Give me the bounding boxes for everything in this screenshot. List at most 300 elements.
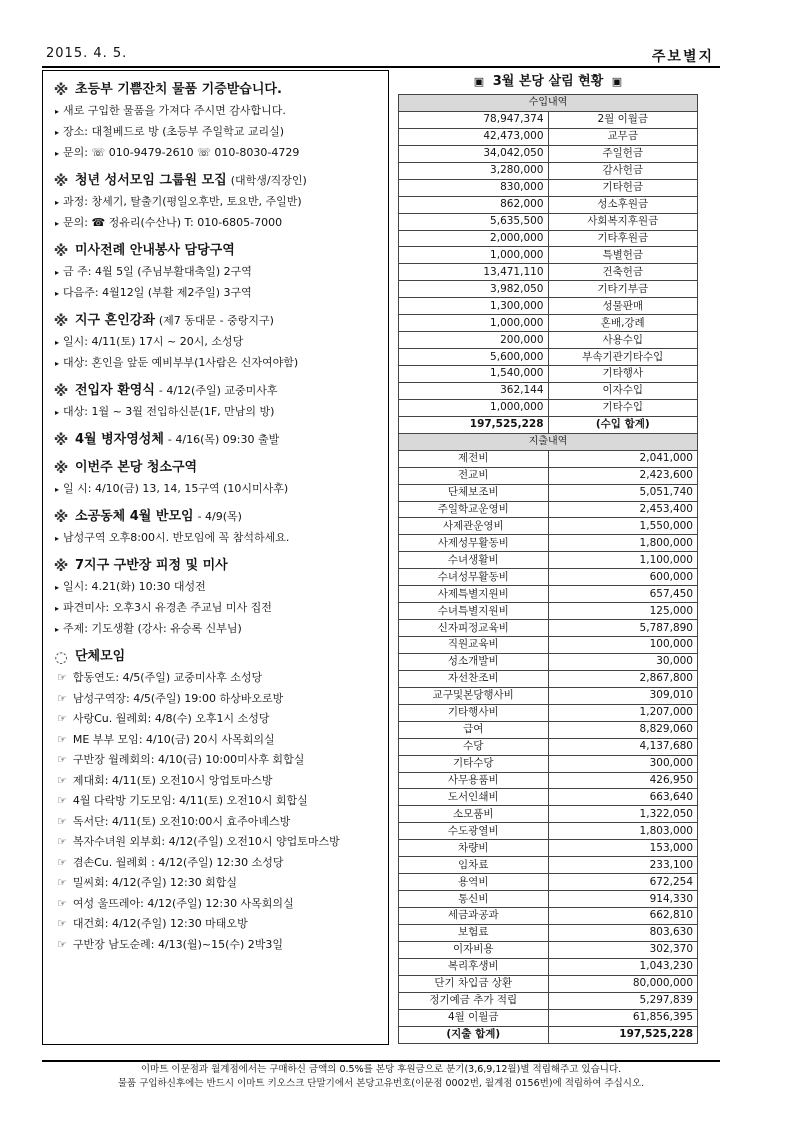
pointing-hand-icon: ☞	[57, 773, 67, 787]
expense-amount: 61,856,395	[548, 1009, 698, 1026]
notice-title: 청년 성서모임 그룹원 모집	[75, 173, 227, 188]
triangle-bullet-icon: ▸	[55, 198, 60, 207]
expense-amount: 1,800,000	[548, 535, 698, 552]
notice-line	[53, 101, 388, 122]
expense-amount: 153,000	[548, 840, 698, 857]
notice-title: 미사전례 안내봉사 담당구역	[75, 243, 235, 258]
pointing-hand-icon: ☞	[57, 855, 67, 869]
group-item	[53, 914, 388, 935]
expense-amount: 5,297,839	[548, 992, 698, 1009]
notice-title: 이번주 본당 청소구역	[75, 460, 198, 475]
income-total-row	[399, 416, 698, 433]
group-item-text: 제대회: 4/11(토) 오전10시 앙업토마스방	[72, 773, 273, 787]
expense-row	[399, 924, 698, 941]
group-item-text: 겸손Cu. 월례회 : 4/12(주일) 12:30 소성당	[72, 855, 284, 869]
expense-amount: 2,867,800	[548, 670, 698, 687]
expense-amount: 80,000,000	[548, 975, 698, 992]
group-item-text: 독서단: 4/11(토) 오전10:00시 효주아녜스방	[72, 814, 291, 828]
notice-title: 7지구 구반장 피정 및 미사	[75, 558, 228, 573]
notice-title-row	[53, 555, 388, 577]
triangle-bullet-icon: ▸	[55, 268, 60, 277]
notice-line	[53, 353, 388, 374]
notice-line-text: 일 시: 4/10(금) 13, 14, 15구역 (10시미사후)	[63, 482, 289, 495]
expense-row	[399, 941, 698, 958]
footer-line-1: 이마트 이문점과 월계점에서는 구매하신 금액의 0.5%를 본당 후원금으로 분기(3,6,9,12월)별 적립해주고 있습니다.	[140, 1064, 622, 1075]
expense-label: 사무용품비	[399, 772, 549, 789]
expense-amount: 672,254	[548, 874, 698, 891]
income-row	[399, 281, 698, 298]
income-label: 기타기부금	[548, 281, 698, 298]
finance-table	[398, 94, 698, 1044]
expense-row	[399, 992, 698, 1009]
triangle-bullet-icon: ▸	[55, 128, 60, 137]
asterisk-mark-icon: ※	[53, 459, 69, 477]
income-label: 성물판매	[548, 298, 698, 315]
expense-amount: 2,041,000	[548, 450, 698, 467]
notice-line	[53, 598, 388, 619]
triangle-bullet-icon: ▸	[55, 604, 60, 613]
expense-amount: 30,000	[548, 653, 698, 670]
finance-panel	[398, 70, 698, 1044]
expense-label: 신자피정교육비	[399, 620, 549, 637]
notice-line	[53, 479, 388, 500]
asterisk-mark-icon: ※	[53, 172, 69, 190]
expense-label: 수녀특별지원비	[399, 603, 549, 620]
notice-subtitle: - 4/9(목)	[197, 510, 242, 523]
income-label: 2월 이월금	[548, 111, 698, 128]
triangle-bullet-icon: ▸	[55, 625, 60, 634]
income-row	[399, 128, 698, 145]
expense-label: 차량비	[399, 840, 549, 857]
income-row	[399, 213, 698, 230]
notice-section	[53, 555, 388, 640]
notice-line-text: 대상: 1월 ~ 3월 전입하신분(1F, 만남의 방)	[63, 405, 275, 418]
expense-amount: 662,810	[548, 908, 698, 925]
group-item-text: 복자수녀원 외부회: 4/12(주일) 오전10시 양업토마스방	[72, 835, 340, 848]
income-label: 사용수입	[548, 332, 698, 349]
income-row	[399, 264, 698, 281]
pointing-hand-icon: ☞	[57, 876, 67, 889]
expense-row	[399, 687, 698, 704]
expense-amount: 309,010	[548, 687, 698, 704]
notice-line	[53, 619, 388, 640]
notice-line	[53, 577, 388, 598]
income-label: 건축헌금	[548, 264, 698, 281]
notice-title-row	[53, 310, 388, 332]
pointing-hand-icon: ☞	[57, 712, 67, 725]
pointing-hand-icon: ☞	[57, 814, 67, 828]
income-amount: 1,000,000	[399, 247, 549, 264]
expense-row	[399, 569, 698, 586]
expense-row	[399, 704, 698, 721]
income-label: 기타수입	[548, 399, 698, 416]
expense-label: 보험료	[399, 924, 549, 941]
expense-amount: 233,100	[548, 857, 698, 874]
income-header-cell: 수입내역	[399, 95, 698, 112]
expense-amount: 803,630	[548, 924, 698, 941]
income-amount: 5,635,500	[399, 213, 549, 230]
expense-label: 전교비	[399, 467, 549, 484]
notice-title: 초등부 기쁨잔치 물품 기증받습니다.	[75, 82, 282, 97]
income-amount: 1,000,000	[399, 315, 549, 332]
expense-label: 기타행사비	[399, 704, 549, 721]
triangle-bullet-icon: ▸	[55, 359, 60, 368]
group-item-text: 밀씨회: 4/12(주일) 12:30 회합실	[72, 876, 238, 889]
triangle-bullet-icon: ▸	[55, 583, 60, 592]
income-label: 이자수입	[548, 382, 698, 399]
income-label: 교무금	[548, 128, 698, 145]
pointing-hand-icon: ☞	[57, 753, 67, 766]
expense-label: 성소개발비	[399, 653, 549, 670]
groups-section	[53, 646, 388, 955]
income-row	[399, 111, 698, 128]
expense-row	[399, 891, 698, 908]
notice-line-text: 문의: ☎ 정유리(수산나) T: 010-6805-7000	[63, 216, 283, 229]
income-row	[399, 382, 698, 399]
expense-row	[399, 1009, 698, 1026]
footer-rule	[42, 1060, 720, 1062]
income-label: 주일헌금	[548, 145, 698, 162]
income-amount: 1,300,000	[399, 298, 549, 315]
asterisk-mark-icon: ※	[53, 382, 69, 400]
expense-amount: 8,829,060	[548, 721, 698, 738]
expense-row	[399, 535, 698, 552]
expense-amount: 1,803,000	[548, 823, 698, 840]
triangle-bullet-icon: ▸	[55, 485, 60, 494]
expense-label: 기타수당	[399, 755, 549, 772]
expense-row	[399, 789, 698, 806]
triangle-bullet-icon: ▸	[55, 149, 60, 158]
notice-line-text: 일시: 4/11(토) 17시 ~ 20시, 소성당	[63, 335, 244, 348]
notice-subtitle: - 4/16(목) 09:30 출발	[167, 433, 280, 446]
income-label: 특별헌금	[548, 247, 698, 264]
group-item	[53, 873, 388, 894]
notice-line-text: 주제: 기도생활 (강사: 유승록 신부님)	[63, 622, 242, 635]
income-label: 사회복지후원금	[548, 213, 698, 230]
notice-title-row	[53, 429, 388, 451]
expense-label: 사제특별지원비	[399, 586, 549, 603]
income-label: 기타헌금	[548, 179, 698, 196]
notice-line-text: 새로 구입한 물품을 가져다 주시면 감사합니다.	[63, 104, 286, 117]
income-row	[399, 349, 698, 366]
notice-title-row	[53, 170, 388, 192]
group-item	[53, 894, 388, 915]
group-item	[53, 668, 388, 689]
notice-line-text: 금 주: 4월 5일 (주님부활대축일) 2구역	[63, 265, 252, 278]
notice-line	[53, 192, 388, 213]
triangle-bullet-icon: ▸	[55, 219, 60, 228]
notice-line	[53, 262, 388, 283]
income-row	[399, 366, 698, 383]
expense-total-label: (지출 합계)	[399, 1026, 549, 1043]
notice-line-text: 장소: 대철베드로 방 (초등부 주일학교 교리실)	[63, 125, 285, 138]
expense-row	[399, 721, 698, 738]
income-row	[399, 162, 698, 179]
finance-title: 3월 본당 살림 현황	[492, 74, 604, 89]
income-amount: 3,280,000	[399, 162, 549, 179]
finance-title-bar	[398, 70, 698, 94]
expense-row	[399, 620, 698, 637]
expense-label: 교구및본당행사비	[399, 687, 549, 704]
income-amount: 200,000	[399, 332, 549, 349]
income-row	[399, 145, 698, 162]
expense-label: 단기 차입금 상환	[399, 975, 549, 992]
notice-section	[53, 170, 388, 234]
expense-row	[399, 653, 698, 670]
notice-line	[53, 332, 388, 353]
expense-row	[399, 738, 698, 755]
footer-line-2: 물품 구입하신후에는 반드시 이마트 키오스크 단말기에서 본당고유번호(이문점 0002번, 월계점 0156번)에 적립하여 주십시오.	[117, 1078, 645, 1089]
expense-amount: 657,450	[548, 586, 698, 603]
page-header	[42, 46, 720, 66]
income-amount: 862,000	[399, 196, 549, 213]
expense-label: 사제성무활동비	[399, 535, 549, 552]
triangle-bullet-icon: ▸	[55, 408, 60, 417]
notice-section	[53, 429, 388, 451]
group-item-text: ME 부부 모임: 4/10(금) 20시 사목회의실	[72, 732, 275, 746]
expense-label: 소모품비	[399, 806, 549, 823]
income-row	[399, 332, 698, 349]
expense-row	[399, 823, 698, 840]
pointing-hand-icon: ☞	[57, 917, 67, 930]
group-item-text: 대건회: 4/12(주일) 12:30 마태오방	[72, 917, 248, 930]
notices-list	[53, 79, 388, 640]
expense-label: 제전비	[399, 450, 549, 467]
box-bullet-icon: ▣	[611, 75, 623, 88]
notice-section	[53, 310, 388, 374]
group-item	[53, 853, 388, 874]
groups-list	[53, 668, 388, 955]
income-row	[399, 196, 698, 213]
expense-row	[399, 670, 698, 687]
notice-line-text: 파견미사: 오후3시 유경촌 주교님 미사 집전	[63, 601, 272, 614]
expense-amount: 5,051,740	[548, 484, 698, 501]
income-row	[399, 179, 698, 196]
expense-row	[399, 806, 698, 823]
income-amount: 42,473,000	[399, 128, 549, 145]
notice-title-row	[53, 457, 388, 479]
notice-line	[53, 122, 388, 143]
pointing-hand-icon: ☞	[57, 794, 67, 807]
group-item	[53, 935, 388, 956]
expense-label: 주일학교운영비	[399, 501, 549, 518]
group-item-text: 합동연도: 4/5(주일) 교중미사후 소성당	[72, 671, 263, 684]
expense-total-row	[399, 1026, 698, 1043]
expense-amount: 600,000	[548, 569, 698, 586]
notice-section	[53, 380, 388, 423]
notice-line-text: 과정: 창세기, 탈출기(평일오후반, 토요반, 주일반)	[63, 195, 302, 208]
expense-amount: 663,640	[548, 789, 698, 806]
notice-line-text: 다음주: 4월12일 (부활 제2주일) 3구역	[63, 286, 252, 299]
header-rule	[42, 66, 720, 68]
notice-subtitle: (대학생/직장인)	[230, 174, 307, 187]
box-bullet-icon: ▣	[473, 75, 485, 88]
income-amount: 1,000,000	[399, 399, 549, 416]
expense-row	[399, 772, 698, 789]
notice-section	[53, 506, 388, 549]
income-label: 성소후원금	[548, 196, 698, 213]
dotted-circle-icon: ◌	[54, 648, 68, 666]
group-item-text: 남성구역장: 4/5(주일) 19:00 하상바오로방	[72, 691, 284, 705]
expense-header-cell: 지출내역	[399, 433, 698, 450]
income-amount: 830,000	[399, 179, 549, 196]
expense-label: 자선찬조비	[399, 670, 549, 687]
asterisk-mark-icon: ※	[53, 508, 69, 526]
income-label: 혼배,강례	[548, 315, 698, 332]
expense-amount: 426,950	[548, 772, 698, 789]
income-amount: 2,000,000	[399, 230, 549, 247]
expense-label: 세금과공과	[399, 908, 549, 925]
notice-title-row	[53, 506, 388, 528]
expense-amount: 2,453,400	[548, 501, 698, 518]
expense-label: 사제관운영비	[399, 518, 549, 535]
income-label: 감사헌금	[548, 162, 698, 179]
pointing-hand-icon: ☞	[57, 835, 67, 848]
income-amount: 1,540,000	[399, 366, 549, 383]
expense-label: 단체보조비	[399, 484, 549, 501]
income-total-amount: 197,525,228	[399, 416, 549, 433]
income-row	[399, 399, 698, 416]
expense-total-amount: 197,525,228	[548, 1026, 698, 1043]
asterisk-mark-icon: ※	[53, 312, 69, 330]
group-item	[53, 709, 388, 730]
notice-line	[53, 213, 388, 234]
expense-row	[399, 857, 698, 874]
group-item	[53, 750, 388, 771]
triangle-bullet-icon: ▸	[55, 534, 60, 543]
group-item	[53, 832, 388, 853]
group-item	[53, 812, 388, 833]
asterisk-mark-icon: ※	[53, 557, 69, 575]
expense-amount: 1,550,000	[548, 518, 698, 535]
notice-subtitle: - 4/12(주일) 교중미사후	[158, 384, 278, 397]
triangle-bullet-icon: ▸	[55, 107, 60, 116]
income-amount: 13,471,110	[399, 264, 549, 281]
notice-section	[53, 240, 388, 304]
expense-label: 수녀성무활동비	[399, 569, 549, 586]
notice-line-text: 대상: 혼인을 앞둔 예비부부(1사람은 신자여야함)	[63, 356, 299, 369]
notice-title: 지구 혼인강좌	[75, 313, 155, 328]
expense-amount: 4,137,680	[548, 738, 698, 755]
group-item-text: 사랑Cu. 월례회: 4/8(수) 오후1시 소성당	[72, 712, 270, 725]
notice-line	[53, 402, 388, 423]
triangle-bullet-icon: ▸	[55, 289, 60, 298]
expense-label: 용역비	[399, 874, 549, 891]
expense-amount: 1,100,000	[548, 552, 698, 569]
footer-note	[42, 1063, 720, 1091]
expense-row	[399, 755, 698, 772]
expense-amount: 302,370	[548, 941, 698, 958]
notice-line-text: 일시: 4.21(화) 10:30 대성전	[63, 580, 206, 593]
income-row	[399, 230, 698, 247]
group-item	[53, 771, 388, 792]
bulletin-title: 주보별지	[651, 49, 714, 65]
notice-title-row	[53, 79, 388, 101]
expense-row	[399, 840, 698, 857]
income-amount: 3,982,050	[399, 281, 549, 298]
notice-title-row	[53, 240, 388, 262]
bulletin-date: 2015. 4. 5.	[46, 46, 128, 61]
notice-section	[53, 457, 388, 500]
expense-amount: 914,330	[548, 891, 698, 908]
pointing-hand-icon: ☞	[57, 691, 67, 705]
group-item-text: 구반장 남도순례: 4/13(월)~15(수) 2박3일	[72, 937, 284, 951]
pointing-hand-icon: ☞	[57, 732, 67, 746]
expense-header	[399, 433, 698, 450]
notice-line	[53, 528, 388, 549]
income-total-label: (수입 합계)	[548, 416, 698, 433]
notice-line	[53, 143, 388, 164]
expense-row	[399, 874, 698, 891]
pointing-hand-icon: ☞	[57, 671, 67, 684]
expense-row	[399, 908, 698, 925]
income-header	[399, 95, 698, 112]
expense-row	[399, 450, 698, 467]
expense-amount: 1,322,050	[548, 806, 698, 823]
income-label: 기타행사	[548, 366, 698, 383]
expense-amount: 1,043,230	[548, 958, 698, 975]
expense-row	[399, 552, 698, 569]
expense-row	[399, 975, 698, 992]
expense-row	[399, 603, 698, 620]
group-item	[53, 791, 388, 812]
expense-label: 복리후생비	[399, 958, 549, 975]
expense-label: 이자비용	[399, 941, 549, 958]
income-label: 기타후원금	[548, 230, 698, 247]
expense-label: 정기예금 추가 적립	[399, 992, 549, 1009]
expense-label: 4월 이월금	[399, 1009, 549, 1026]
expense-amount: 300,000	[548, 755, 698, 772]
notice-title-row	[53, 380, 388, 402]
expense-label: 도서인쇄비	[399, 789, 549, 806]
expense-label: 수녀생활비	[399, 552, 549, 569]
group-item	[53, 689, 388, 710]
triangle-bullet-icon: ▸	[55, 338, 60, 347]
group-item-text: 4월 다락방 기도모임: 4/11(토) 오전10시 회합실	[72, 794, 308, 807]
income-amount: 78,947,374	[399, 111, 549, 128]
expense-row	[399, 586, 698, 603]
income-amount: 362,144	[399, 382, 549, 399]
notice-line-text: 남성구역 오후8:00시. 반모임에 꼭 참석하세요.	[63, 531, 290, 544]
expense-row	[399, 518, 698, 535]
expense-row	[399, 958, 698, 975]
expense-row	[399, 637, 698, 654]
expense-amount: 125,000	[548, 603, 698, 620]
group-item-text: 여성 울뜨레아: 4/12(주일) 12:30 사목회의실	[72, 896, 294, 910]
expense-amount: 100,000	[548, 637, 698, 654]
asterisk-mark-icon: ※	[53, 81, 69, 99]
group-item	[53, 730, 388, 751]
expense-amount: 1,207,000	[548, 704, 698, 721]
groups-title: 단체모임	[75, 649, 126, 664]
notices-panel	[42, 70, 389, 1045]
expense-label: 수도광열비	[399, 823, 549, 840]
notice-subtitle: (제7 동대문 - 중랑지구)	[158, 314, 274, 327]
expense-label: 임차료	[399, 857, 549, 874]
pointing-hand-icon: ☞	[57, 937, 67, 951]
notice-line-text: 문의: ☏ 010-9479-2610 ☏ 010-8030-4729	[63, 146, 300, 159]
income-amount: 34,042,050	[399, 145, 549, 162]
expense-label: 수당	[399, 738, 549, 755]
notice-title: 소공동체 4월 반모임	[75, 509, 194, 524]
expense-label: 통신비	[399, 891, 549, 908]
income-row	[399, 247, 698, 264]
expense-row	[399, 467, 698, 484]
expense-amount: 5,787,890	[548, 620, 698, 637]
notice-section	[53, 79, 388, 164]
expense-amount: 2,423,600	[548, 467, 698, 484]
group-item-text: 구반장 월례회의: 4/10(금) 10:00미사후 회합실	[72, 753, 305, 766]
